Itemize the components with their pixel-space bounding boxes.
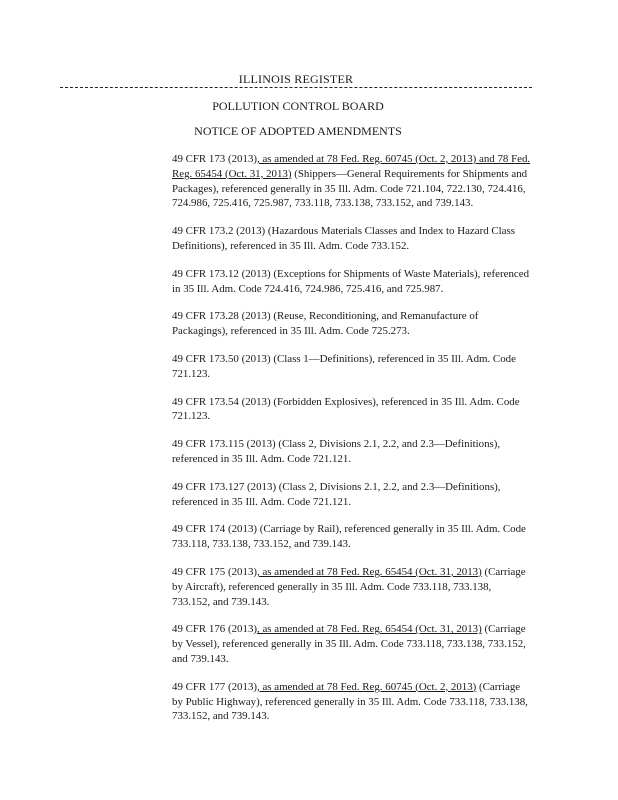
notice-title: NOTICE OF ADOPTED AMENDMENTS <box>194 124 402 138</box>
entry-citation: 49 CFR 173.127 (2013) (Class 2, Divisions 2.1, 2.2, and 2.3—Definitions), referenced in 35 Ill. Adm. Code 721.121. <box>172 480 501 508</box>
board-title: POLLUTION CONTROL BOARD <box>212 99 384 113</box>
entry-description: (Carriage by Vessel), referenced generally in 35 Ill. Adm. Code 733.118, 733.138, 733.152, and 739.143. <box>172 623 526 665</box>
reference-entry <box>172 267 532 297</box>
entry-citation: 49 CFR 176 (2013) <box>172 623 258 636</box>
reference-list <box>172 152 532 737</box>
reference-entry <box>172 152 532 211</box>
entry-citation: 49 CFR 173.54 (2013) (Forbidden Explosives), referenced in 35 Ill. Adm. Code 721.123. <box>172 395 520 423</box>
entry-citation: 49 CFR 173.50 (2013) (Class 1—Definitions), referenced in 35 Ill. Adm. Code 721.123. <box>172 352 516 380</box>
entry-description: (Shippers—General Requirements for Shipments and Packages), referenced generally in 35 Ill. Adm. Code 721.104, 722.130, 724.416, 724.986, 725.416, 725.987, 733.118, 733.138, 733.152, and 739.143. <box>172 167 528 210</box>
entry-citation: 49 CFR 173.12 (2013) (Exceptions for Shipments of Waste Materials), referenced in 35 Ill. Adm. Code 724.416, 724.986, 725.416, and 725.987. <box>172 267 530 295</box>
register-header <box>60 71 532 88</box>
entry-amendment: , as amended at 78 Fed. Reg. 65454 (Oct. 31, 2013) <box>257 623 482 636</box>
entry-citation: 49 CFR 177 (2013) <box>172 680 258 693</box>
reference-entry <box>172 309 532 339</box>
reference-entry <box>172 680 532 724</box>
reference-entry <box>172 480 532 510</box>
entry-amendment: , as amended at 78 Fed. Reg. 60745 (Oct. 2, 2013) <box>257 680 477 693</box>
entry-citation: 49 CFR 173.28 (2013) (Reuse, Reconditioning, and Remanufacture of Packagings), referenced in 35 Ill. Adm. Code 725.273. <box>172 310 479 338</box>
entry-description: (Carriage by Public Highway), referenced generally in 35 Ill. Adm. Code 733.118, 733.138, 733.152, and 739.143. <box>172 680 528 723</box>
reference-entry <box>172 437 532 467</box>
entry-citation: 49 CFR 174 (2013) (Carriage by Rail), referenced generally in 35 Ill. Adm. Code 733.118, 733.138, 733.152, and 739.143. <box>172 523 526 551</box>
reference-entry <box>172 565 532 609</box>
entry-description: (Carriage by Aircraft), referenced generally in 35 Ill. Adm. Code 733.118, 733.138, 733.152, and 739.143. <box>172 565 526 608</box>
reference-entry <box>172 622 532 666</box>
reference-entry <box>172 395 532 425</box>
entry-amendment: , as amended at 78 Fed. Reg. 60745 (Oct. 2, 2013) and 78 Fed. Reg. 65454 (Oct. 31, 2013) <box>172 153 531 180</box>
entry-citation: 49 CFR 173.2 (2013) (Hazardous Materials Classes and Index to Hazard Class Definitions), referenced in 35 Ill. Adm. Code 733.152. <box>172 225 515 252</box>
register-title: ILLINOIS REGISTER <box>238 72 354 86</box>
entry-citation: 49 CFR 175 (2013) <box>172 565 258 578</box>
entry-citation: 49 CFR 173 (2013) <box>172 153 258 165</box>
reference-entry <box>172 224 532 254</box>
entry-citation: 49 CFR 173.115 (2013) (Class 2, Divisions 2.1, 2.2, and 2.3—Definitions), referenced in 35 Ill. Adm. Code 721.121. <box>172 438 501 465</box>
reference-entry <box>172 522 532 552</box>
entry-amendment: , as amended at 78 Fed. Reg. 65454 (Oct. 31, 2013) <box>257 565 482 578</box>
reference-entry <box>172 352 532 382</box>
